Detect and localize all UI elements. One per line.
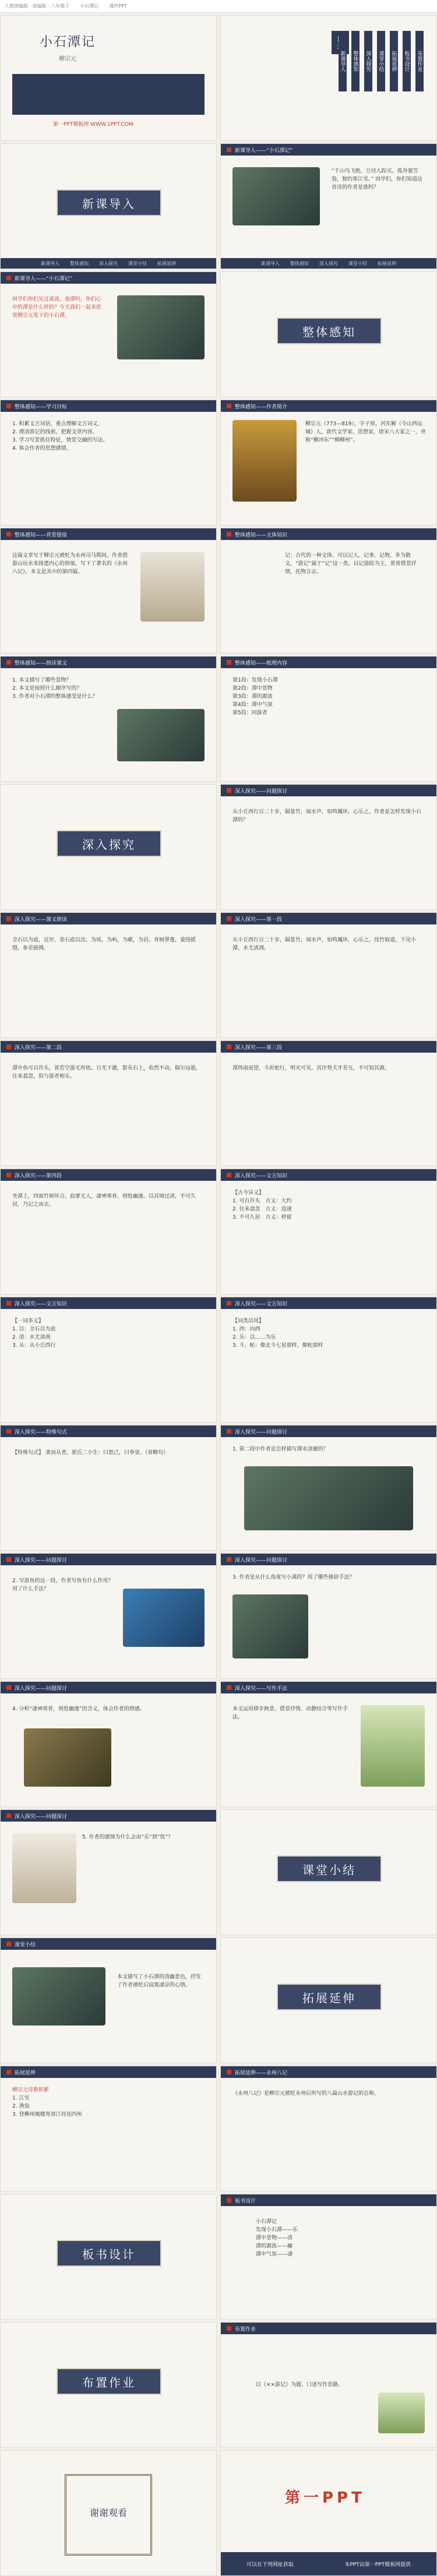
content-list: 第1段：发现小石潭 第2段：潭中景物 第3段：潭的源流 第4段：潭中气氛 第5段：同游者 bbox=[232, 677, 278, 716]
slide-21[interactable] bbox=[0, 1297, 217, 1423]
top-bar bbox=[0, 0, 437, 13]
slide-end[interactable] bbox=[220, 2450, 437, 2576]
slide-27[interactable] bbox=[0, 1681, 217, 1807]
slide-header: 新课导入——“小石潭记” bbox=[1, 272, 216, 284]
slide-cover[interactable] bbox=[0, 15, 217, 141]
toc-item[interactable]: 拓展延伸 bbox=[390, 31, 398, 91]
slide-header: 课堂小结 bbox=[1, 1938, 216, 1950]
slide-31[interactable] bbox=[0, 1938, 217, 2063]
slide-text: 潭中鱼可百许头，皆若空游无所依。日光下澈，影布石上，佁然不动，俶尔远逝，往来翕忽，似与游者相乐。 bbox=[12, 1065, 202, 1079]
slide-text: 记：古代的一种文体。可以记人、记事、记物，多为散文，“游记”属于“记”这一类。以记游踪为主，常常借景抒情，托物言志。 bbox=[285, 553, 417, 575]
slide-header: 拓展延伸——永州八记 bbox=[221, 2066, 436, 2078]
section-title: 整体感知 bbox=[277, 317, 382, 344]
stream-image bbox=[117, 295, 205, 359]
pond-image bbox=[12, 1967, 105, 2025]
slide-header: 整体感知——朗读课文 bbox=[1, 657, 216, 668]
slide-text: 本文描写了小石潭的清幽景色，抒发了作者被贬后寂寞凄凉的心情。 bbox=[117, 1974, 202, 1988]
slide-header: 板书设计 bbox=[221, 2194, 436, 2206]
slide-header: 布置作业 bbox=[221, 2323, 436, 2334]
slide-header: 整体感知——背景链接 bbox=[1, 528, 216, 540]
slide-17[interactable] bbox=[0, 1040, 217, 1166]
cover-author: 柳宗元 bbox=[59, 56, 76, 62]
section-title: 板书设计 bbox=[57, 2240, 161, 2267]
slide-10[interactable] bbox=[220, 528, 437, 654]
slide-header: 深入探究——问题探讨 bbox=[221, 1554, 436, 1565]
slide-23[interactable] bbox=[0, 1425, 217, 1551]
slide-text: 从小丘西行百二十步，隔篁竹，闻水声，如鸣珮环，心乐之。伐竹取道，下见小潭，水尤清冽。 bbox=[232, 937, 417, 951]
vocab-list: 【词类活用】 1. 西：向西 2. 乐：以……为乐 3. 斗、蛇：像北斗七星那样，像蛇那样 bbox=[232, 1318, 323, 1349]
slide-header: 深入探究——问题探讨 bbox=[221, 1425, 436, 1437]
nav-item[interactable]: 整体感知 bbox=[70, 260, 89, 266]
stream-image bbox=[232, 1594, 308, 1658]
slide-section-6[interactable] bbox=[0, 2194, 217, 2320]
slide-section-3[interactable] bbox=[0, 784, 217, 910]
slide-text: 3. 作者是从什么角度写小溪的？用了哪些修辞手法？ bbox=[232, 1575, 355, 1580]
section-title: 拓展延伸 bbox=[277, 1984, 382, 2010]
vocab-list: 【古今异义】 1. 可百许头 古义：大约 2. 往来翕忽 古义：迅速 3. 不可久居 古义：停留 bbox=[232, 1190, 292, 1220]
slide-header: 深入探究——文言知识 bbox=[221, 1297, 436, 1309]
slide-16[interactable] bbox=[220, 912, 437, 1038]
toc-list bbox=[339, 31, 424, 91]
slide-header: 深入探究——文言知识 bbox=[1, 1297, 216, 1309]
cover-site: 第一PPT模板网 WWW.1PPT.COM bbox=[53, 122, 133, 128]
slide-text: 4. 分析“凄神寒骨，悄怆幽邃”的含义，体会作者的情感。 bbox=[12, 1706, 145, 1712]
board-list: 小石潭记 发现小石潭——乐 潭中景物——清 潭的源流——幽 潭中气氛——凄 bbox=[256, 2219, 298, 2257]
slide-text: 这篇文章写于柳宗元被贬为永州司马期间。作者借游山玩水来排遣内心的抑郁，写下了著名的《永州八记》，本文是其中的第四篇。 bbox=[12, 553, 128, 575]
slide-toc[interactable] bbox=[220, 15, 437, 141]
slide-header: 深入探究——文言知识 bbox=[221, 1169, 436, 1181]
slide-section-4[interactable] bbox=[220, 1809, 437, 1935]
cover-title: 小石潭记 bbox=[39, 35, 96, 50]
slide-7[interactable] bbox=[0, 400, 217, 525]
thanks-text: 谢谢观看 bbox=[89, 2507, 127, 2518]
logo: 第一PPT bbox=[285, 2489, 365, 2507]
slide-14[interactable] bbox=[220, 784, 437, 910]
toc-item[interactable]: 板书设计 bbox=[403, 31, 411, 91]
slide-text: 本文运用移步换景、借景抒情、动静结合等写作手法。 bbox=[232, 1706, 348, 1720]
topbar-mid: 小石潭记 bbox=[80, 3, 99, 9]
nav-item[interactable]: 深入探究 bbox=[99, 260, 118, 266]
slide-header: 整体感知——文体知识 bbox=[221, 528, 436, 540]
slide-20[interactable] bbox=[220, 1169, 437, 1294]
slide-19[interactable] bbox=[0, 1169, 217, 1294]
vocab-list: 【一词多义】 1. 以：全石以为底 2. 清：水尤清冽 3. 从：从小丘西行 bbox=[12, 1318, 56, 1349]
slide-section-2[interactable] bbox=[220, 271, 437, 397]
slide-4[interactable] bbox=[220, 143, 437, 269]
slide-text: 柳宗元（773—819），字子厚，河东解（今山西运城）人，唐代文学家、思想家，唐宋八大家之一，世称“柳河东”“柳柳州”。 bbox=[305, 421, 427, 443]
tree-image bbox=[361, 1705, 425, 1787]
slide-header: 拓展延伸 bbox=[1, 2066, 216, 2078]
slide-text: “千山鸟飞绝，万径人踪灭。孤舟蓑笠翁，独钓寒江雪。” 同学们，你们知道这首诗的作者是谁吗？ bbox=[332, 168, 423, 190]
section-title: 新课导入 bbox=[57, 189, 161, 216]
pond-image bbox=[117, 709, 205, 761]
nav-strip: 新课导入 整体感知 深入探究 课堂小结 拓展延伸 bbox=[221, 258, 436, 269]
toc-item[interactable]: 深入探究 bbox=[364, 31, 372, 91]
toc-item[interactable]: 布置作业 bbox=[415, 31, 424, 91]
nav-item[interactable]: 课堂小结 bbox=[128, 260, 147, 266]
slide-9[interactable] bbox=[0, 528, 217, 654]
nav-strip bbox=[1, 258, 216, 269]
slide-grid bbox=[0, 15, 437, 2576]
slide-text: 《永州八记》是柳宗元被贬永州后所写的八篇山水游记的总称。 bbox=[232, 2091, 380, 2097]
slide-header: 整体感知——作者简介 bbox=[221, 400, 436, 412]
toc-item[interactable]: 新课导入 bbox=[339, 31, 347, 91]
footer-right[interactable]: 本PPT由第一PPT模板网提供 bbox=[344, 2561, 411, 2568]
topbar-right: 课件PPT bbox=[109, 3, 127, 9]
slide-section-5[interactable] bbox=[220, 1938, 437, 2063]
slide-28[interactable] bbox=[220, 1681, 437, 1807]
ink-painting bbox=[140, 552, 205, 622]
slide-22[interactable] bbox=[220, 1297, 437, 1423]
slide-header: 深入探究——问题探讨 bbox=[221, 785, 436, 796]
slide-header: 深入探究——问题探讨 bbox=[1, 1810, 216, 1822]
toc-item[interactable]: 课堂小结 bbox=[377, 31, 385, 91]
slide-26[interactable] bbox=[220, 1553, 437, 1679]
slide-header: 整体感知——梳理内容 bbox=[221, 657, 436, 668]
question-list: 1. 本文描写了哪些景物？ 2. 本文是按照什么顺序写的？ 3. 作者对小石潭的整体感受是什么？ bbox=[12, 677, 98, 700]
nav-item[interactable]: 拓展延伸 bbox=[157, 260, 176, 266]
boat-image bbox=[232, 167, 320, 225]
slide-12[interactable] bbox=[220, 656, 437, 782]
slide-header: 深入探究——第二段 bbox=[1, 1041, 216, 1053]
section-title: 深入探究 bbox=[57, 830, 161, 857]
extend-list: 柳宗元诗歌积累 1. 江雪 2. 渔翁 3. 登柳州城楼寄漳汀封连四州 bbox=[12, 2087, 82, 2118]
rock-image bbox=[24, 1728, 111, 1787]
toc-item[interactable]: 整体感知 bbox=[351, 31, 360, 91]
flower-painting bbox=[12, 1833, 76, 1903]
slide-text: 5. 作者的感情为什么会由“乐”到“忧”？ bbox=[82, 1834, 174, 1840]
slide-header: 整体感知——学习目标 bbox=[1, 400, 216, 412]
slide-text: 2. 写游鱼的这一段，作者写鱼有什么作用？用了什么手法？ bbox=[12, 1578, 114, 1592]
topbar-left: 人教统编版 · 部编版 · 八年级下 bbox=[5, 3, 70, 9]
slide-25[interactable] bbox=[0, 1553, 217, 1679]
slide-18[interactable] bbox=[220, 1040, 437, 1166]
slide-text: 【特殊句式】 隶而从者，崔氏二小生：曰恕己，曰奉壹。（省略句） bbox=[12, 1450, 169, 1456]
footer-bar bbox=[221, 2552, 436, 2575]
slide-text: 1. 第二段中作者是怎样描写潭水清澈的？ bbox=[232, 1446, 329, 1452]
footer-left[interactable]: 可以在下列网址获取 bbox=[246, 2561, 294, 2568]
slide-section-7[interactable] bbox=[0, 2322, 217, 2448]
nav-item[interactable]: 新课导入 bbox=[41, 260, 59, 266]
cover-band bbox=[12, 74, 205, 115]
slide-24[interactable] bbox=[220, 1425, 437, 1551]
slide-header: 深入探究——写作手法 bbox=[221, 1682, 436, 1693]
slide-header: 深入探究——第四段 bbox=[1, 1169, 216, 1181]
slide-header: 深入探究——问题探讨 bbox=[1, 1554, 216, 1565]
slide-section-1[interactable] bbox=[0, 143, 217, 269]
section-title: 布置作业 bbox=[57, 2368, 161, 2395]
slide-5[interactable] bbox=[0, 271, 217, 397]
slide-text: 以《××游记》为题，口述写作思路。 bbox=[256, 2382, 344, 2388]
slide-thanks[interactable] bbox=[0, 2450, 217, 2576]
water-image bbox=[123, 1589, 205, 1647]
slide-33[interactable] bbox=[0, 2066, 217, 2192]
plant-image bbox=[378, 2392, 425, 2433]
slide-34[interactable] bbox=[220, 2066, 437, 2192]
slide-15[interactable] bbox=[0, 912, 217, 1038]
slide-header: 深入探究——第三段 bbox=[221, 1041, 436, 1053]
slide-38[interactable] bbox=[220, 2322, 437, 2448]
slide-header: 新课导入——“小石潭记” bbox=[221, 144, 436, 156]
author-portrait bbox=[232, 420, 297, 502]
slide-header: 深入探究——特殊句式 bbox=[1, 1425, 216, 1437]
slide-text: 坐潭上，四面竹树环合，寂寥无人，凄神寒骨，悄怆幽邃。以其境过清，不可久居，乃记之而去。 bbox=[12, 1194, 196, 1208]
slide-header: 深入探究——课文朗读 bbox=[1, 913, 216, 924]
slide-text: 全石以为底，近岸，卷石底以出，为坻，为屿，为嵁，为岩。青树翠蔓，蒙络摇缀，参差披拂。 bbox=[12, 937, 196, 951]
slide-11[interactable] bbox=[0, 656, 217, 782]
slide-36[interactable] bbox=[220, 2194, 437, 2320]
section-title: 课堂小结 bbox=[277, 1855, 382, 1882]
slide-text: 同学们你们见过溪流、池潭吗，你们心中的潭是什么样的？今天我们一起来欣赏柳宗元笔下的小石潭。 bbox=[12, 297, 102, 319]
slide-8[interactable] bbox=[220, 400, 437, 525]
slide-header: 深入探究——第一段 bbox=[221, 913, 436, 924]
fish-image bbox=[244, 1466, 413, 1530]
slide-header: 深入探究——问题探讨 bbox=[1, 1682, 216, 1693]
goal-list: 1. 积累文言词语，重点理解文言词义。 2. 理清游记的线索，把握文章内容。 3. 学习写景抓住特征，情景交融的写法。 4. 体会作者的思想感情。 bbox=[12, 421, 108, 451]
slide-text: 从小丘西行百二十步，隔篁竹，闻水声，如鸣珮环，心乐之。作者是怎样发现小石潭的？ bbox=[232, 809, 422, 823]
slide-text: 潭西南而望，斗折蛇行，明灭可见。其岸势犬牙差互，不可知其源。 bbox=[232, 1065, 390, 1071]
slide-29[interactable] bbox=[0, 1809, 217, 1935]
